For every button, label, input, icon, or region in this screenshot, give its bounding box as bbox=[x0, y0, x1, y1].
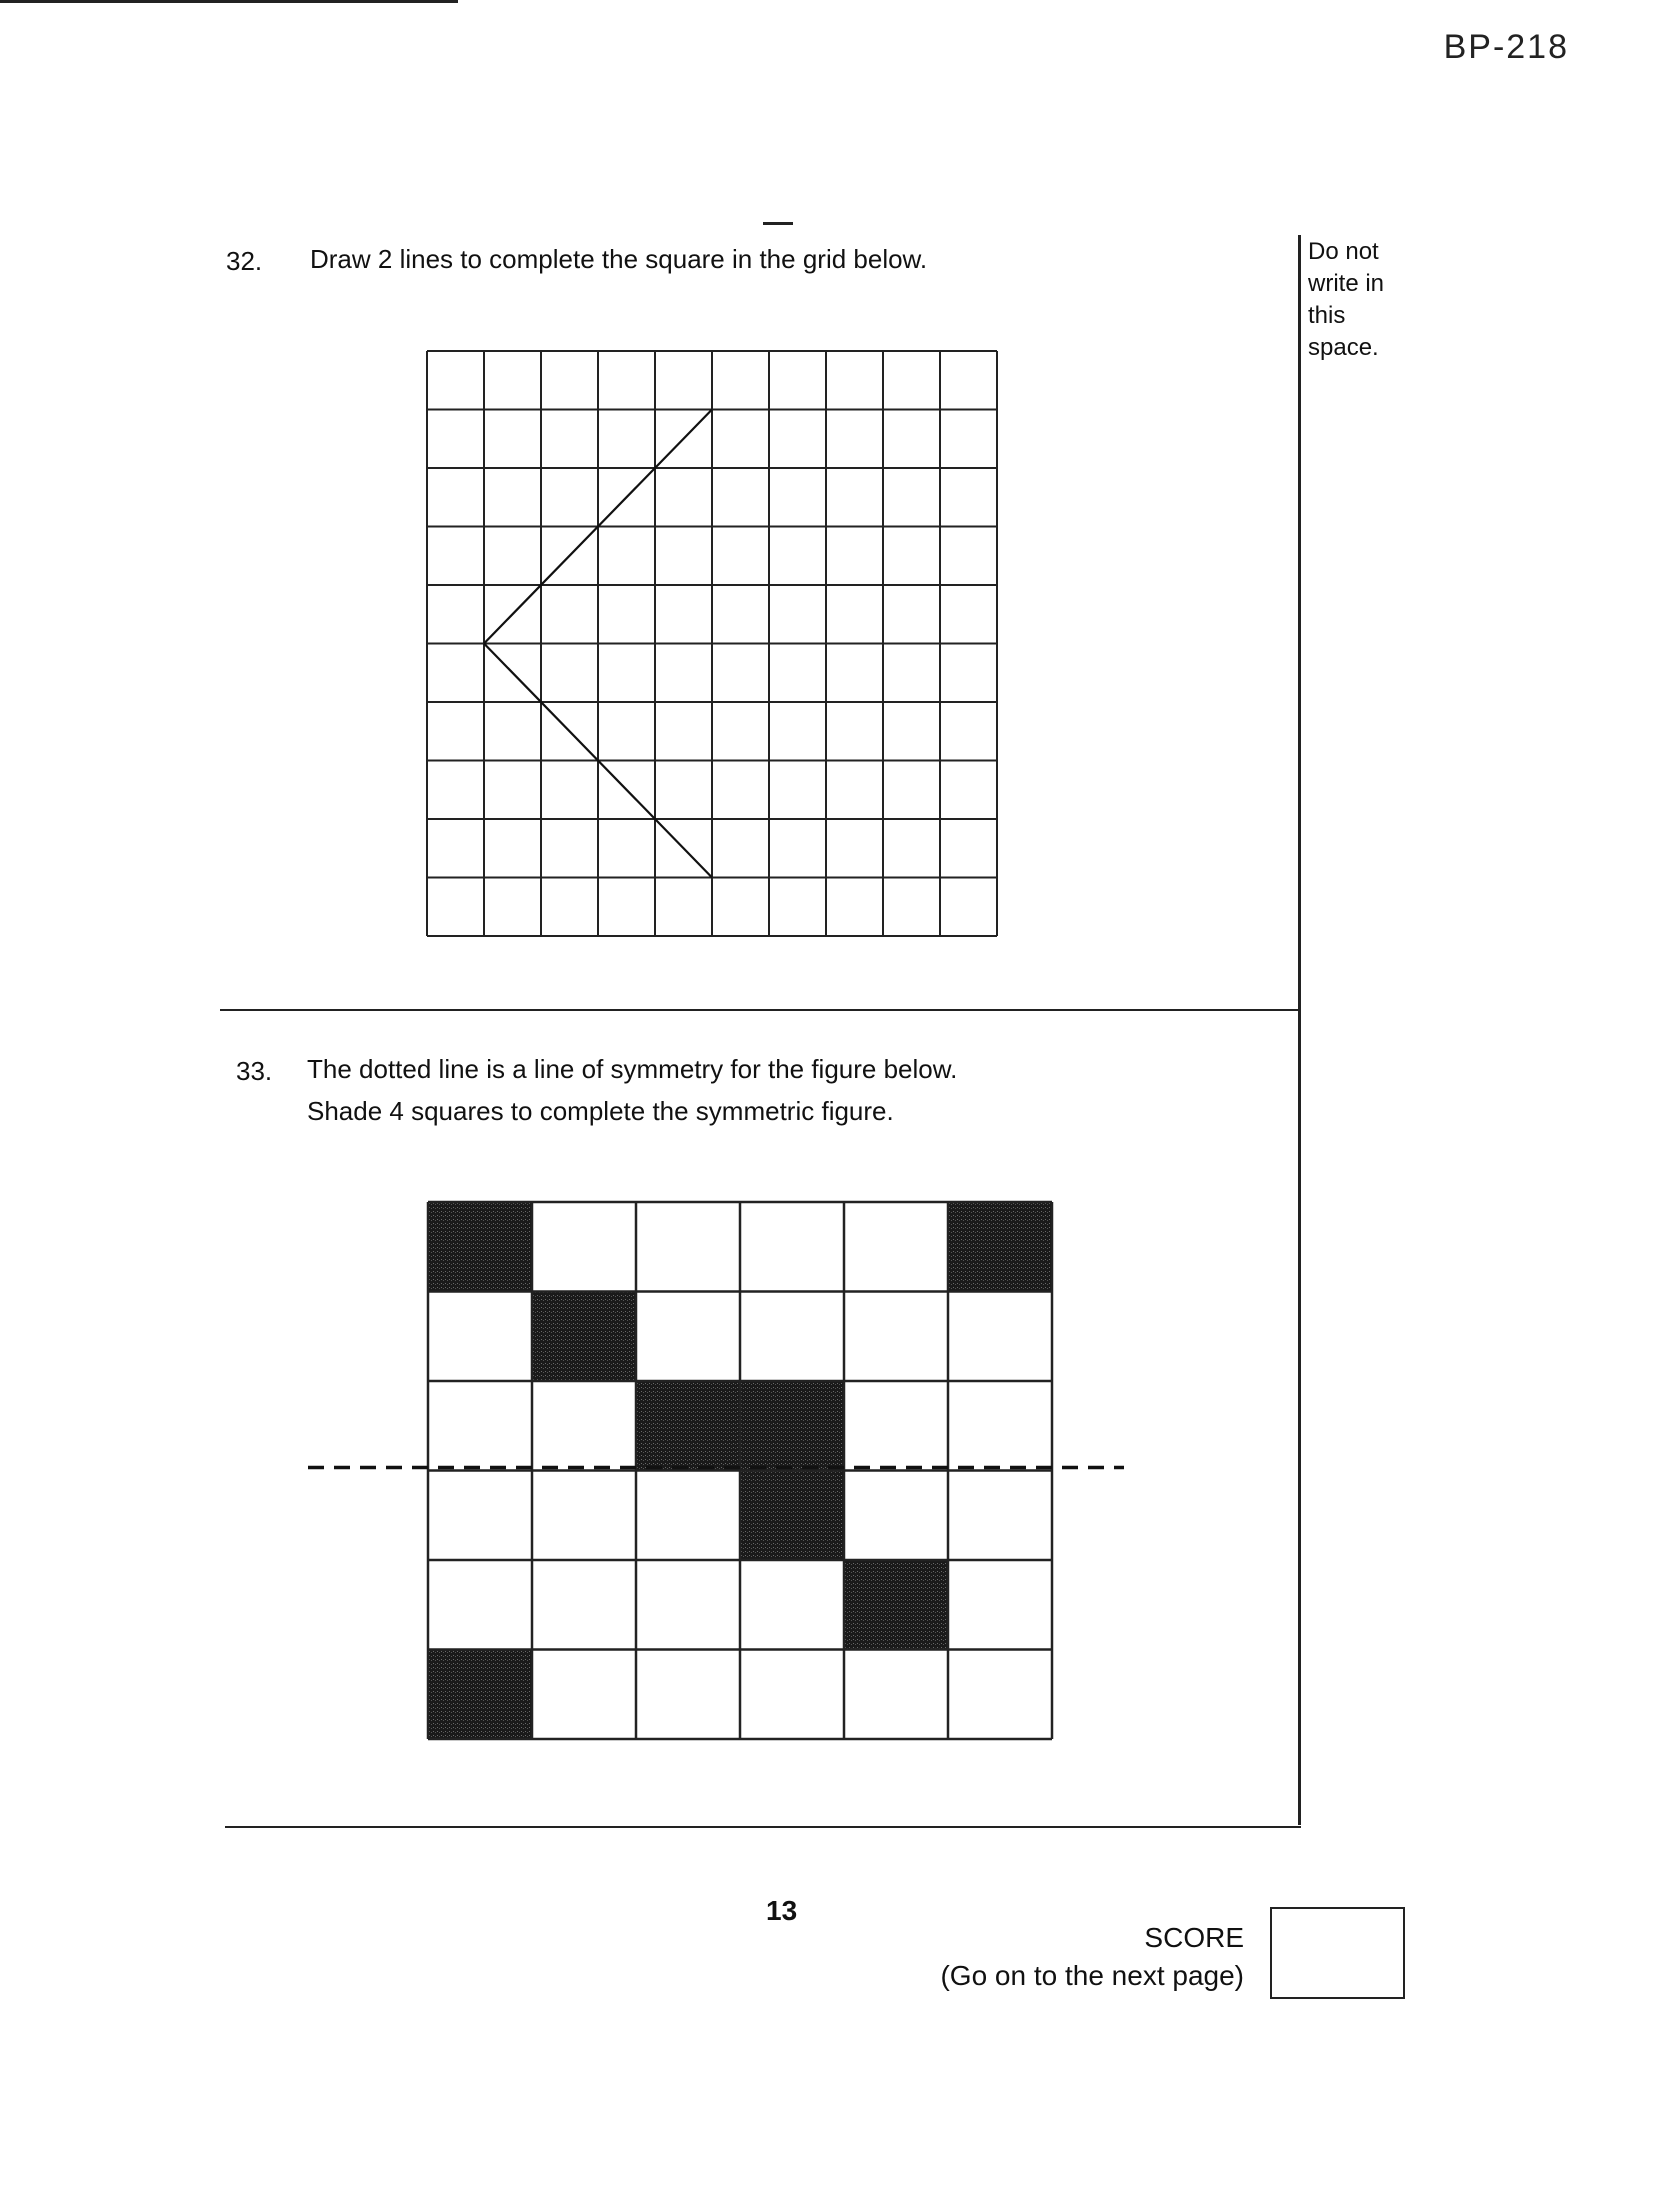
do-not-write-note bbox=[1308, 236, 1384, 364]
score-box[interactable] bbox=[1270, 1907, 1405, 1999]
shaded-cell bbox=[844, 1560, 948, 1650]
question-33-text-line-2: Shade 4 squares to complete the symmetric figure. bbox=[307, 1096, 894, 1126]
shaded-cell bbox=[948, 1202, 1052, 1292]
question-32-text: Draw 2 lines to complete the square in the grid below. bbox=[310, 244, 928, 274]
dash-mark bbox=[763, 222, 793, 225]
page-number: 13 bbox=[766, 1895, 798, 1926]
next-page-note: (Go on to the next page) bbox=[940, 1960, 1244, 1991]
question-32-number: 32. bbox=[226, 246, 263, 276]
note-line-2: write in bbox=[1308, 270, 1385, 297]
shaded-cell bbox=[532, 1292, 636, 1382]
margin-rule bbox=[1298, 235, 1301, 1825]
score-label: SCORE bbox=[1144, 1922, 1244, 1953]
bottom-divider bbox=[225, 1826, 1301, 1828]
shaded-cell bbox=[740, 1381, 844, 1471]
note-line-3: this bbox=[1308, 302, 1346, 329]
shaded-cell bbox=[740, 1471, 844, 1561]
question-33-number: 33. bbox=[236, 1056, 273, 1086]
question-33-grid[interactable] bbox=[300, 1198, 1130, 1758]
shaded-cell bbox=[428, 1202, 532, 1292]
shaded-cell bbox=[428, 1650, 532, 1740]
question-32-grid[interactable] bbox=[424, 348, 1000, 938]
section-divider bbox=[220, 1009, 1300, 1011]
form-code: BP-218 bbox=[1443, 28, 1569, 66]
question-33-text-line-1: The dotted line is a line of symmetry for the figure below. bbox=[307, 1054, 958, 1084]
note-line-1: Do not bbox=[1308, 238, 1379, 265]
shaded-cell bbox=[636, 1381, 740, 1471]
note-line-4: space. bbox=[1308, 334, 1379, 361]
top-edge-rule bbox=[0, 0, 458, 3]
